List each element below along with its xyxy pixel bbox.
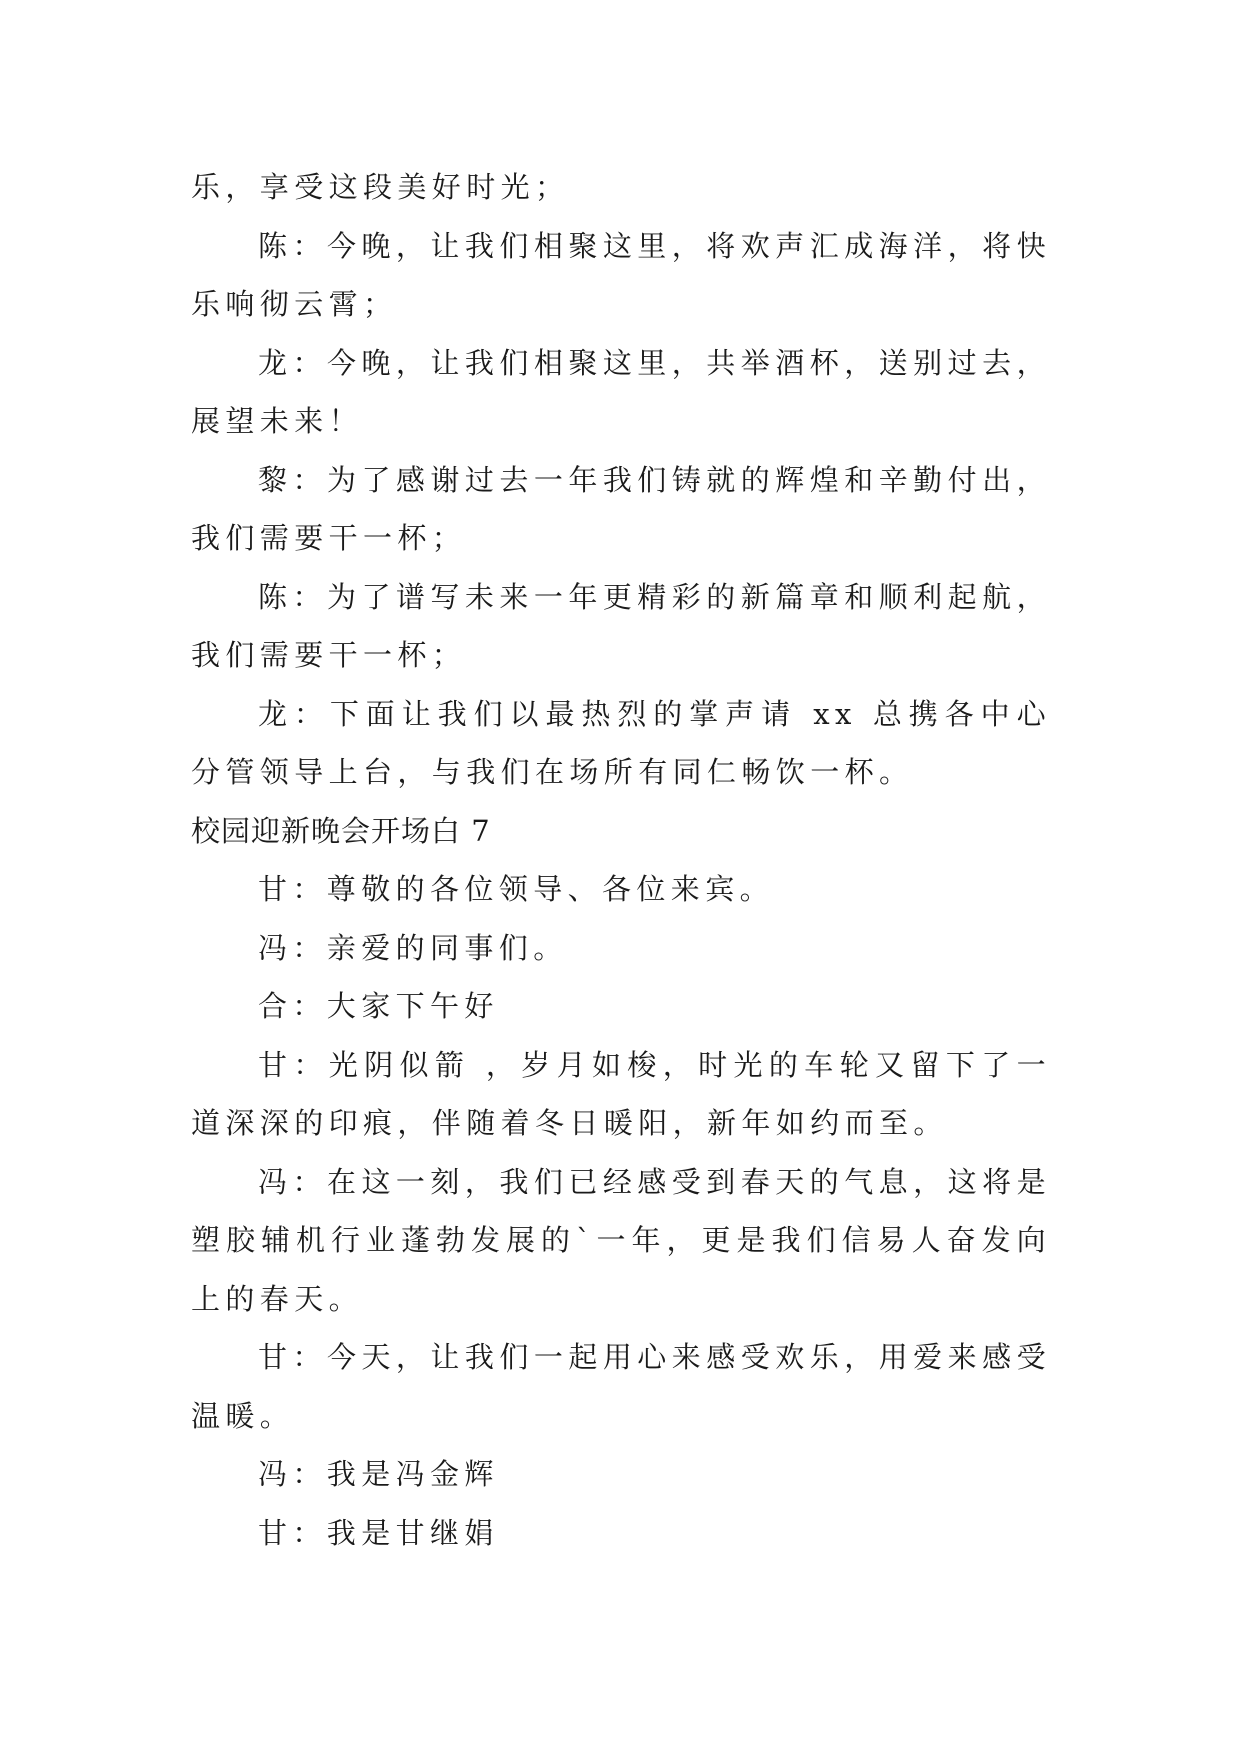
paragraph-13: 冯：我是冯金辉	[258, 1457, 499, 1491]
paragraph-3: 龙：今晚，让我们相聚这里，共举酒杯，送别过去，展望未来！	[191, 345, 1051, 438]
paragraph-7: 甘：尊敬的各位领导、各位来宾。	[258, 872, 775, 906]
paragraph-14: 甘：我是甘继娟	[258, 1515, 499, 1550]
paragraph-12: 甘：今天，让我们一起用心来感受欢乐，用爱来感受温暖。	[191, 1340, 1051, 1433]
paragraph-1: 乐，享受这段美好时光；	[191, 170, 570, 204]
document-body	[191, 158, 1051, 1562]
paragraph-4: 黎：为了感谢过去一年我们铸就的辉煌和辛勤付出，我们需要干一杯；	[191, 462, 1051, 555]
paragraph-5: 陈：为了谱写未来一年更精彩的新篇章和顺利起航，我们需要干一杯；	[191, 579, 1051, 672]
paragraph-6: 龙：下面让我们以最热烈的掌声请 xx 总携各中心分管领导上台，与我们在场所有同仁畅饮一杯。	[191, 696, 1051, 789]
paragraph-8: 冯：亲爱的同事们。	[258, 930, 568, 965]
section-heading: 校园迎新晚会开场白 7	[191, 813, 491, 848]
paragraph-9: 合：大家下午好	[258, 989, 499, 1023]
paragraph-11: 冯：在这一刻，我们已经感受到春天的气息，这将是塑胶辅机行业蓬勃发展的`一年，更是我们信易人奋发向上的春天。	[191, 1164, 1051, 1316]
paragraph-10: 甘：光阴似箭 ，岁月如梭，时光的车轮又留下了一道深深的印痕，伴随着冬日暖阳，新年如约而至。	[191, 1047, 1051, 1140]
paragraph-2: 陈：今晚，让我们相聚这里，将欢声汇成海洋，将快乐响彻云霄；	[191, 228, 1051, 321]
